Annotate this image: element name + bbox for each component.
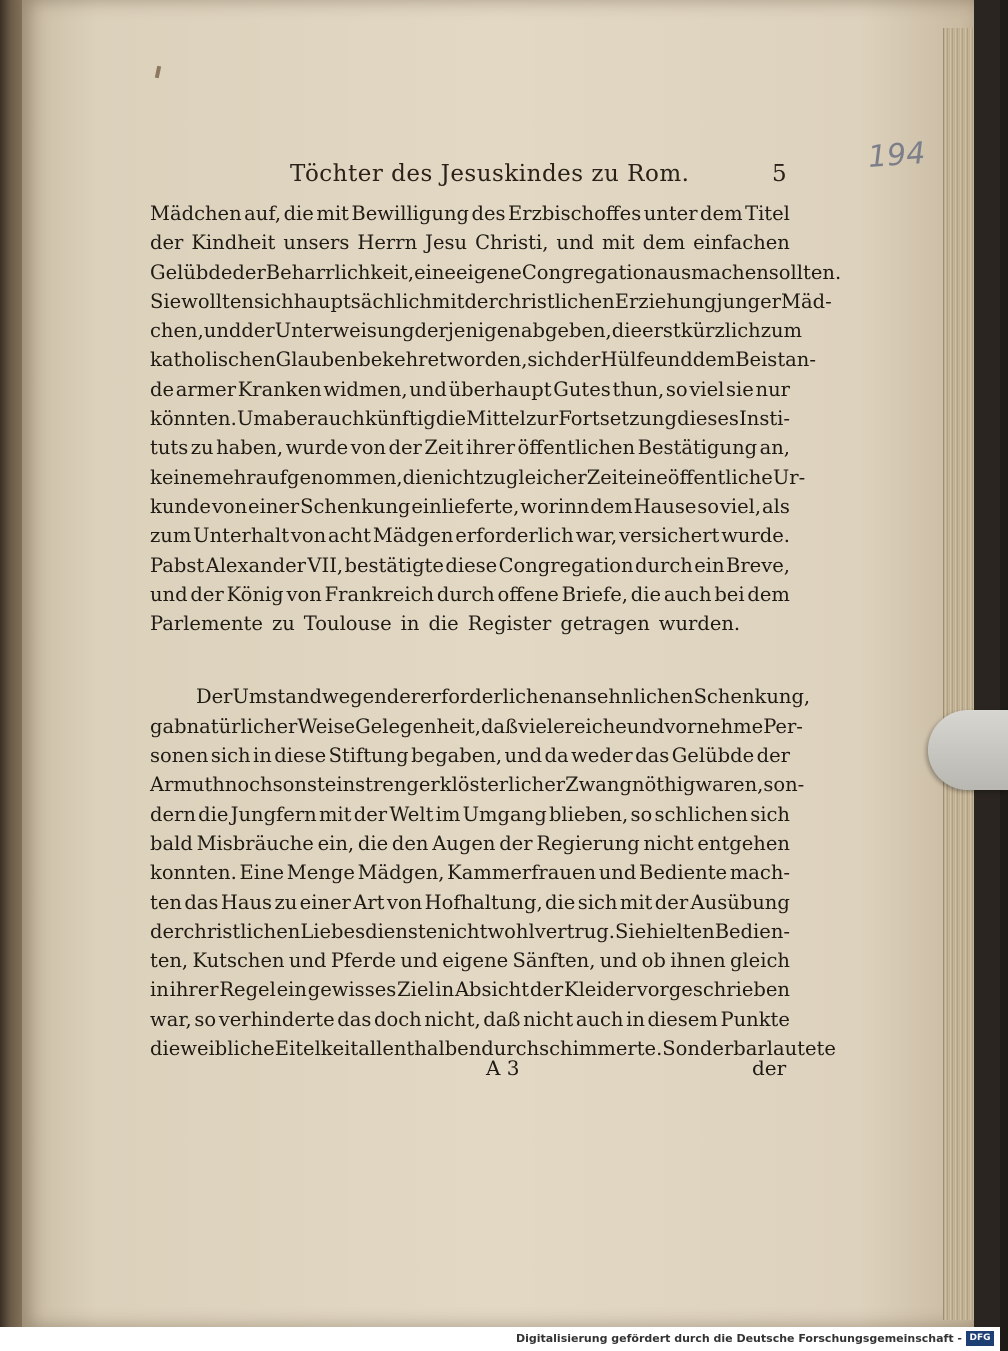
text-line: katholischen Glauben bekehret worden, sich der Hülfe und dem Beistan-	[150, 348, 816, 372]
text-line: konnten. Eine Menge Mädgen, Kammerfrauen und Bediente mach-	[150, 861, 790, 885]
running-head	[290, 155, 790, 195]
text-line: chen, und der Unterweisung derjenigen abgeben, die erst kürzlich zum	[150, 319, 803, 343]
text-line: zum Unterhalt von acht Mädgen erforderlich war, versichert wurde.	[150, 524, 790, 548]
text-line: Pabst Alexander VII, bestätigte diese Congregation durch ein Breve,	[150, 553, 790, 577]
text-line: keine mehr aufgenommen, die nicht zu gleicher Zeit eine öffentliche Ur-	[150, 465, 806, 489]
body-text	[150, 199, 842, 1063]
page-number: 5	[772, 161, 788, 187]
paragraph-2	[150, 682, 836, 1063]
text-line: Parlemente zu Toulouse in die Register getragen wurden.	[150, 612, 741, 636]
text-line: Sie wollten sich hauptsächlich mit der christlichen Erziehung junger Mäd-	[150, 289, 832, 313]
text-line: war, so verhinderte das doch nicht, daß nicht auch in diesem Punkte	[150, 1007, 790, 1031]
page-edges	[943, 28, 974, 1320]
text-line: ten, Kutschen und Pferde und eigene Sänften, und ob ihnen gleich	[150, 949, 790, 973]
text-line: kunde von einer Schenkung einlieferte, worinn dem Hause so viel, als	[150, 494, 790, 518]
text-line: gab natürlicher Weise Gelegenheit, daß viele reiche und vornehme Per-	[150, 714, 803, 738]
digitization-credit: Digitalisierung gefördert durch die Deutsche Forschungsgemeinschaft -	[515, 1332, 962, 1345]
handwritten-folio-number: 194	[866, 136, 927, 175]
text-line: der Kindheit unsers Herrn Jesu Christi, und mit dem einfachen	[150, 231, 790, 255]
signature-mark: A 3	[486, 1056, 520, 1080]
paragraph-1	[150, 199, 842, 638]
text-line: de armer Kranken widmen, und überhaupt Gutes thun, so viel sie nur	[150, 377, 790, 401]
text-line: der christlichen Liebesdienste nicht wohl vertrug. Sie hielten Bedien-	[150, 919, 790, 943]
text-line: könnten. Um aber auch künftig die Mittel zur Fortsetzung dieses Insti-	[150, 407, 790, 431]
text-line: und der König von Frankreich durch offene Briefe, die auch bei dem	[150, 582, 790, 606]
text-line: Gelübde der Beharrlichkeit, eine eigene Congregation ausmachen sollten.	[150, 260, 842, 284]
catchword: der	[752, 1056, 787, 1080]
text-line: Mädchen auf, die mit Bewilligung des Erzbischoffes unter dem Titel	[150, 202, 790, 225]
text-line: Der Umstand wegen der erforderlichen ansehnlichen Schenkung,	[196, 685, 811, 709]
page-clip-tab	[928, 710, 1008, 790]
text-line: Armuth noch sonst ein strenger klösterlicher Zwang nöthig waren, son-	[150, 773, 805, 797]
text-line: ten das Haus zu einer Art von Hofhaltung, die sich mit der Ausübung	[150, 890, 790, 914]
paragraph-gap	[150, 638, 790, 682]
running-title: Töchter des Jesuskindes zu Rom.	[290, 161, 690, 187]
text-line: die weibliche Eitelkeit allenthalben durchschimmerte. Sonderbar lautete	[150, 1037, 836, 1061]
text-line: tuts zu haben, wurde von der Zeit ihrer öffentlichen Bestätigung an,	[150, 436, 790, 460]
text-line: dern die Jungfern mit der Welt im Umgang blieben, so schlichen sich	[150, 802, 790, 826]
text-line: in ihrer Regel ein gewisses Ziel in Absicht der Kleider vorgeschrieben	[150, 978, 790, 1002]
digitization-footer	[0, 1327, 1000, 1351]
text-line: bald Misbräuche ein, die den Augen der Regierung nicht entgehen	[150, 831, 790, 855]
text-line: sonen sich in diese Stiftung begaben, und da weder das Gelübde der	[150, 744, 790, 768]
dfg-logo: DFG	[966, 1331, 994, 1346]
